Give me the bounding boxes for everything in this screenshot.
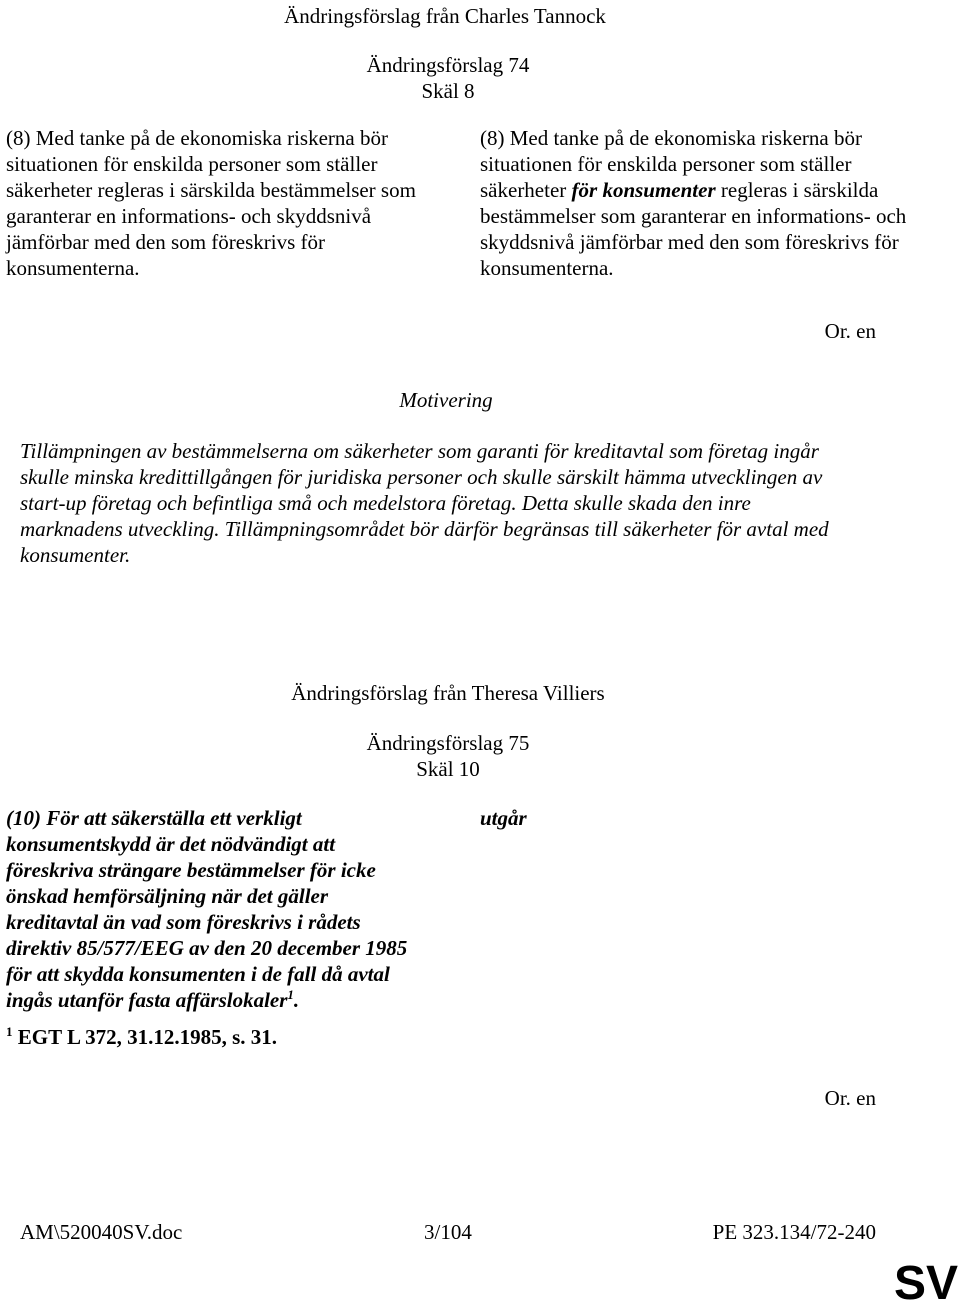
amendment-75-amended-text: utgår <box>480 806 527 830</box>
amendment-75-author: Ändringsförslag från Theresa Villiers <box>291 681 605 705</box>
amendment-74-original-language: Or. en <box>824 319 876 343</box>
footer-page-number: 3/104 <box>424 1220 472 1244</box>
amendment-75-original-text <box>6 805 421 1013</box>
amended-text-before: (8) Med tanke på de ekonomiska riskerna bör situationen för enskilda personer som ställer säkerheter <box>480 126 862 202</box>
footer-pe-ref: PE 323.134/72-240 <box>712 1220 876 1244</box>
footnote-text: EGT L 372, 31.12.1985, s. 31. <box>12 1025 277 1049</box>
footer-language-code: SV <box>893 1257 958 1310</box>
amendment-74-author: Ändringsförslag från Charles Tannock <box>284 4 606 28</box>
original-text-body: (10) För att säkerställa ett verkligt konsumentskydd är det nödvändigt att föreskriva strängare bestämmelser för icke önskad hemförsäljning när det gäller kreditavtal än vad som föreskrivs i rådets direktiv 85/577/EEG av den 20 december 1985 för att skydda konsumenten i de fall då avtal ingås utanför fasta affärslokaler <box>6 806 408 1012</box>
amendment-75-recital: Skäl 10 <box>416 757 480 781</box>
footer-doc-ref: AM\520040SV.doc <box>20 1220 183 1244</box>
footnote-number: 1 <box>6 1024 13 1039</box>
amendment-75-number: Ändringsförslag 75 <box>366 731 530 755</box>
amendment-74-original-text: (8) Med tanke på de ekonomiska riskerna bör situationen för enskilda personer som ställer säkerheter regleras i särskilda bestämmelser som garanterar en informations- och skyddsnivå jämförbar med den som föreskrivs för konsumenterna. <box>6 126 416 280</box>
original-text-end: . <box>293 988 300 1012</box>
amended-text-after: regleras i särskilda bestämmelser som garanterar en informations- och skyddsnivå jämförbar med den som föreskrivs för konsumenterna. <box>480 178 907 280</box>
justification-heading: Motivering <box>399 388 493 412</box>
justification-text: Tillämpningen av bestämmelserna om säkerheter som garanti för kreditavtal som företag ingår skulle minska kredittillgången för juridiska personer och skulle särskilt hämma utvecklingen av start-up företag och befintliga små och medelstora företag. Detta skulle skada den inre marknadens utveckling. Tillämpningsområdet bör därför begränsas till säkerheter för avtal med konsumenter. <box>20 439 829 567</box>
footnote <box>6 1024 426 1050</box>
amendment-74-number: Ändringsförslag 74 <box>366 53 530 77</box>
amendment-74-recital: Skäl 8 <box>421 79 475 103</box>
footnote-marker: 1 <box>287 987 294 1002</box>
inserted-text: för konsumenter <box>571 178 716 202</box>
amendment-74-amended-text <box>480 125 920 281</box>
amendment-75-original-language: Or. en <box>824 1086 876 1110</box>
